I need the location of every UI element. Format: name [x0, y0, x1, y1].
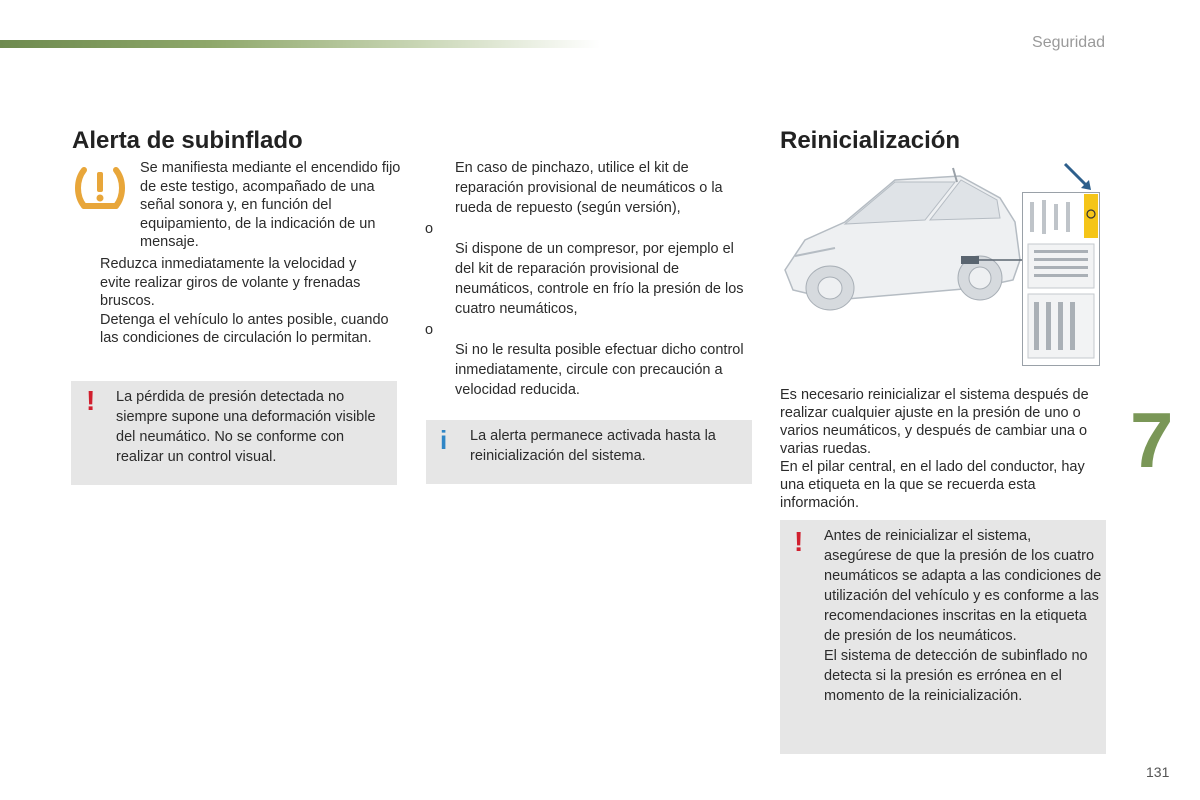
- info-icon: i: [440, 425, 448, 455]
- left-intro-text: [140, 159, 402, 252]
- middle-info-text: [470, 426, 740, 466]
- separator-or: o: [425, 321, 434, 338]
- info-paragraph: La alerta permanece activada hasta la reinicialización del sistema.: [470, 428, 716, 464]
- separator-or: o: [425, 220, 434, 237]
- left-bullet-list: [70, 255, 390, 348]
- list-item: [70, 311, 390, 348]
- header-accent-bar: [0, 40, 600, 48]
- left-warning-box: [71, 381, 397, 485]
- right-body-text: [780, 386, 1090, 512]
- right-section-title: Reinicialización: [780, 127, 961, 154]
- warning-exclamation-icon: !: [794, 526, 804, 557]
- list-item: [425, 158, 745, 219]
- left-section-title: Alerta de subinflado: [72, 127, 303, 154]
- list-item-text: Si no le resulta posible efectuar dicho control inmediatamente, circule con precaución a velocidad reducida.: [455, 341, 744, 399]
- list-item: [70, 255, 390, 311]
- chapter-number: 7: [1130, 396, 1174, 484]
- list-item: [425, 340, 745, 401]
- warning-paragraph-2: El sistema de detección de subinflado no detecta si la presión es errónea en el momento de la reinicialización.: [824, 648, 1088, 704]
- middle-info-box: [426, 420, 752, 484]
- tire-pressure-label-illustration: [1022, 192, 1100, 366]
- middle-list: [425, 158, 745, 400]
- tire-pressure-warning-icon: [70, 160, 130, 216]
- left-warning-text: [116, 387, 386, 467]
- list-item-text: Si dispone de un compresor, por ejemplo el del kit de reparación provisional de neumáticos, controle en frío la presión de los cuatro neumáticos,: [455, 240, 744, 318]
- section-label: Seguridad: [1032, 34, 1105, 51]
- warning-paragraph: La pérdida de presión detectada no siempre supone una deformación visible del neumático. No se conforme con realizar un control visual.: [116, 389, 376, 465]
- list-item-text: Detenga el vehículo lo antes posible, cuando las condiciones de circulación lo permitan.: [100, 311, 389, 346]
- right-warning-text: [824, 526, 1102, 706]
- left-intro-paragraph: Se manifiesta mediante el encendido fijo de este testigo, acompañado de una señal sonora y, en función del equipamiento, de la indicación de un mensaje.: [140, 160, 401, 250]
- warning-exclamation-icon: !: [86, 385, 96, 416]
- list-item: [425, 239, 745, 320]
- list-item-text: En caso de pinchazo, utilice el kit de reparación provisional de neumáticos o la rueda de repuesto (según versión),: [455, 160, 723, 217]
- right-body-paragraph-2: En el pilar central, en el lado del conductor, hay una etiqueta en la que se recuerda esta información.: [780, 459, 1085, 511]
- right-body-paragraph-1: Es necesario reinicializar el sistema después de realizar cualquier ajuste en la presión de uno o varios neumáticos, y después de cambiar una o varias ruedas.: [780, 387, 1089, 457]
- page-number: 131: [1146, 764, 1170, 780]
- right-warning-box: [780, 520, 1106, 754]
- warning-paragraph-1: Antes de reinicializar el sistema, asegúrese de que la presión de los cuatro neumáticos se adapta a las condiciones de utilización del vehículo y es conforme a las recomendaciones inscritas en la etiqueta de presión de los neumáticos.: [824, 528, 1102, 644]
- list-item-text: Reduzca inmediatamente la velocidad y evite realizar giros de volante y frenadas bruscos.: [100, 256, 361, 309]
